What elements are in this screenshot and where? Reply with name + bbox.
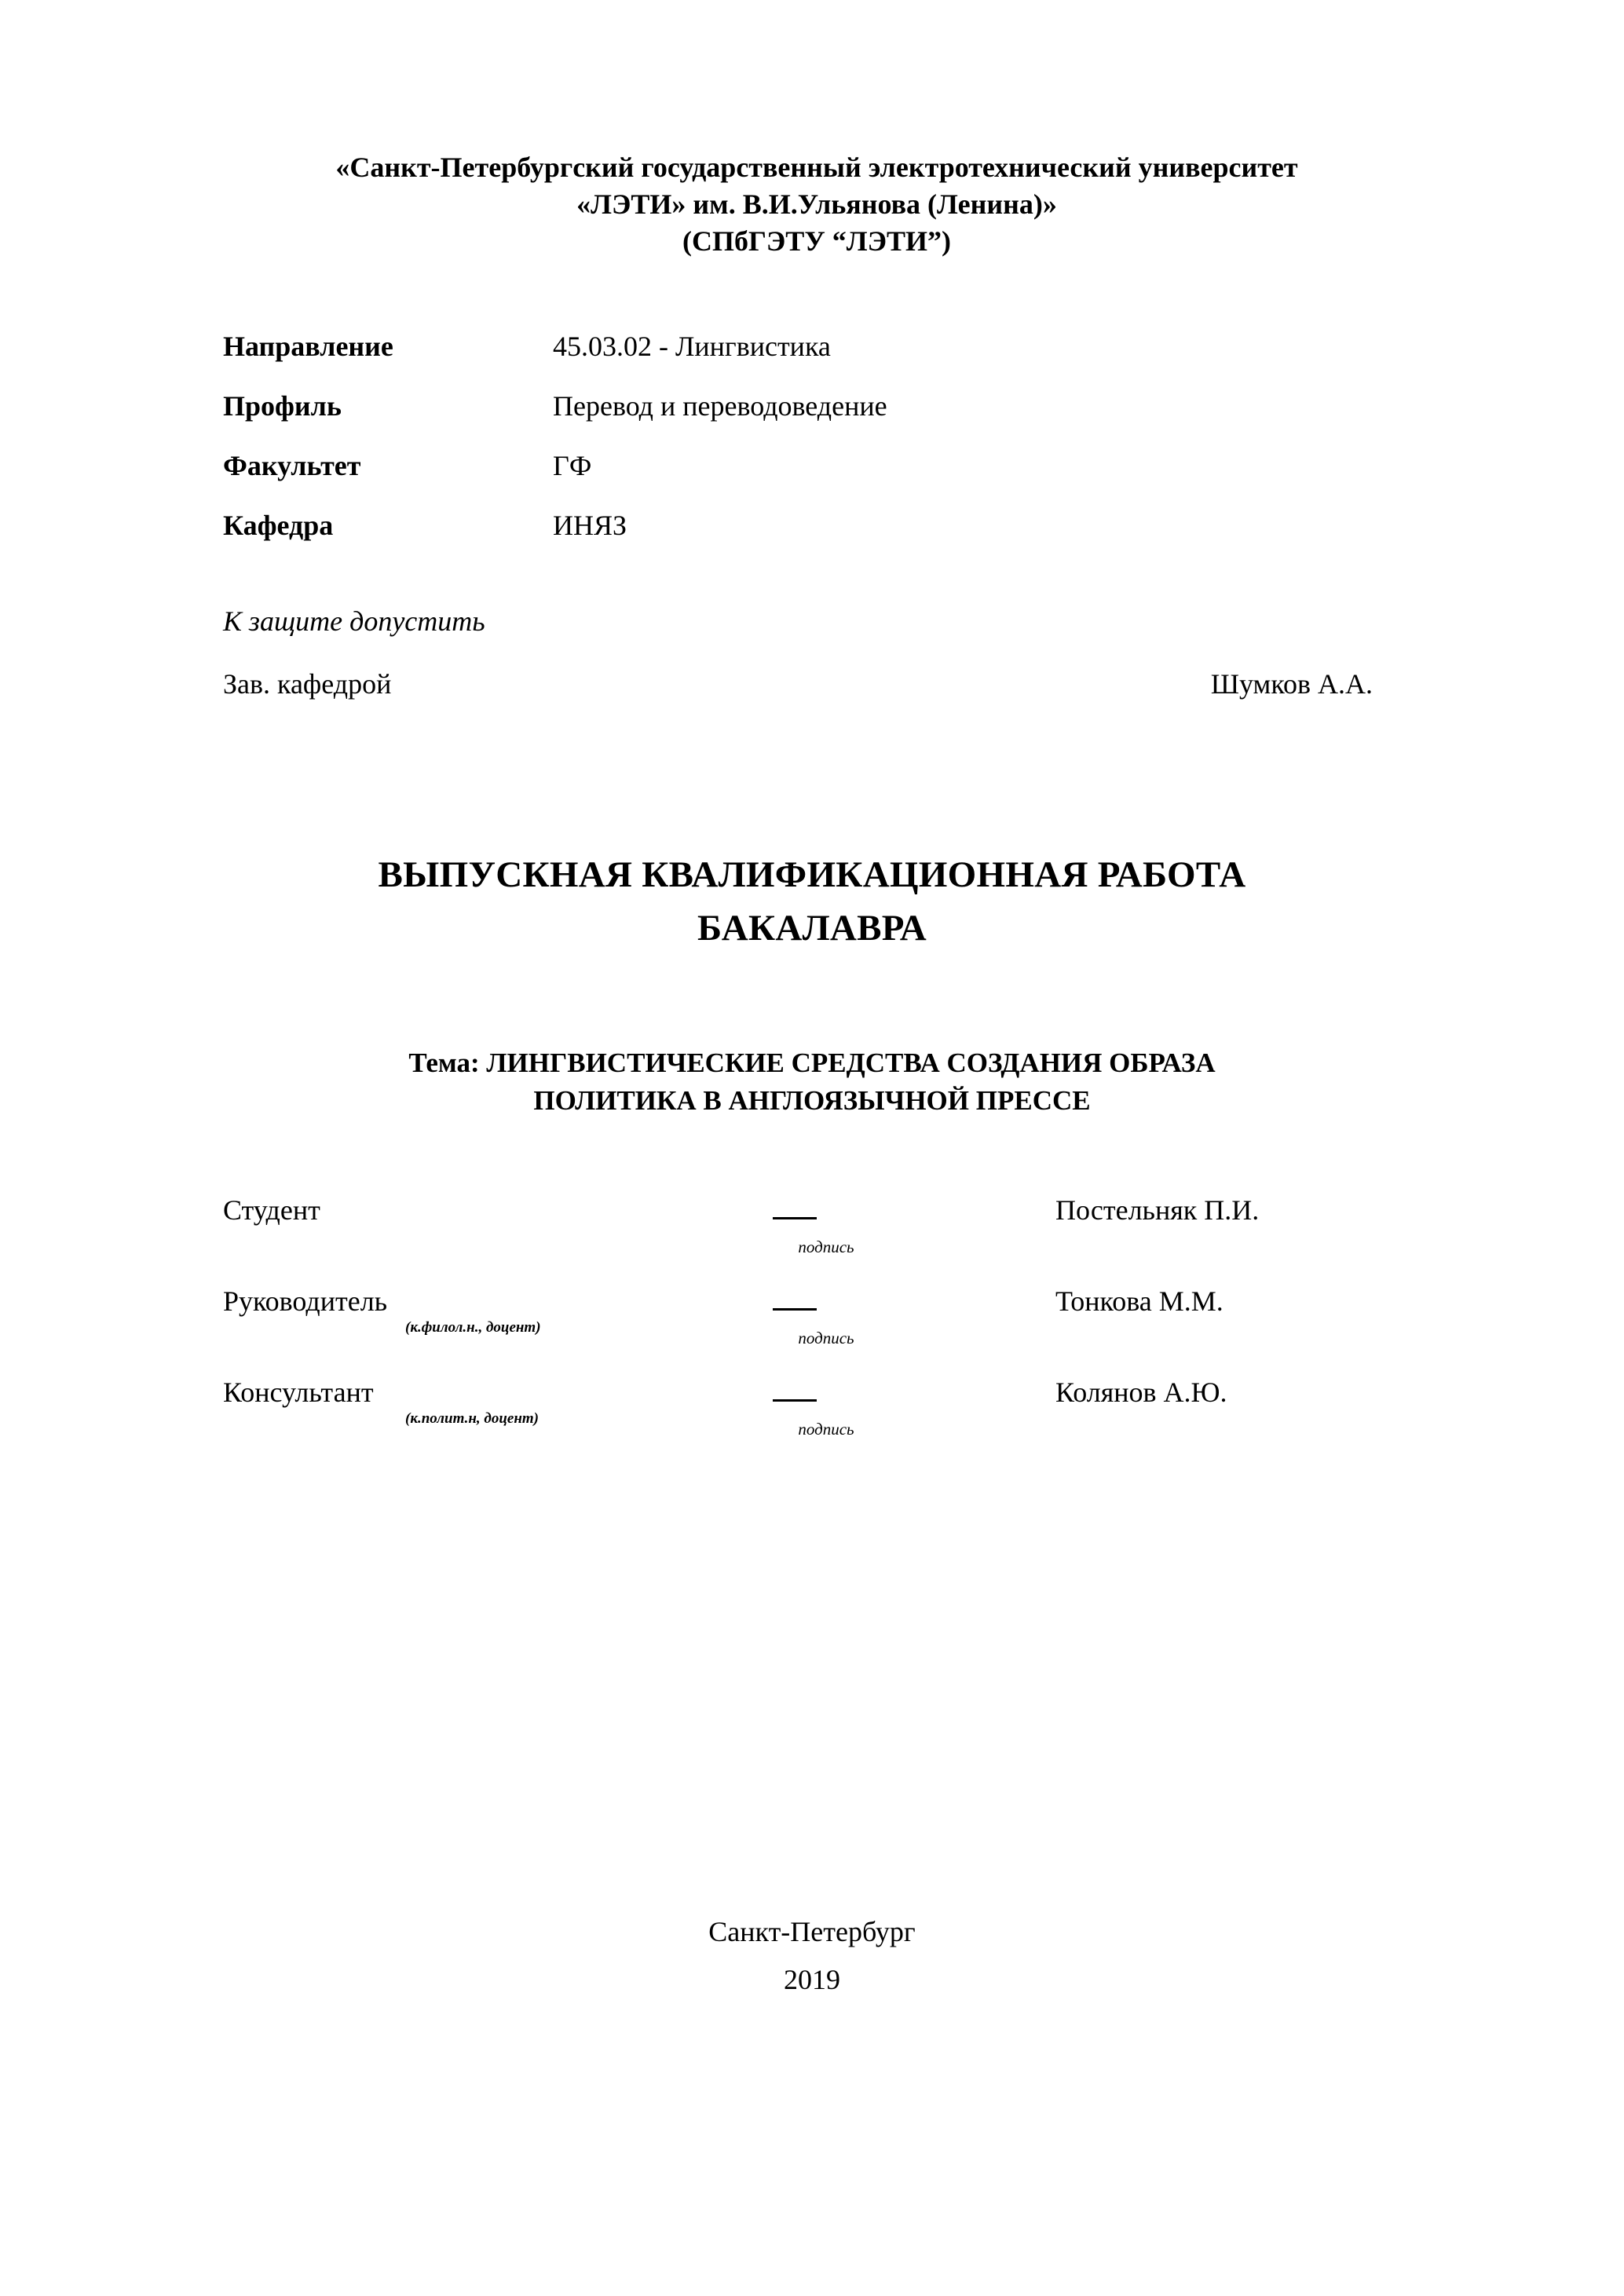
signature-role-supervisor: Руководитель bbox=[223, 1285, 388, 1317]
theme-line-2: ПОЛИТИКА В АНГЛОЯЗЫЧНОЙ ПРЕССЕ bbox=[533, 1085, 1091, 1117]
info-label-faculty: Факультет bbox=[223, 450, 361, 481]
admission-role: Зав. кафедрой bbox=[223, 668, 392, 700]
university-abbreviation: (СПбГЭТУ “ЛЭТИ”) bbox=[682, 225, 951, 257]
signature-block bbox=[223, 1194, 1417, 1467]
page-title bbox=[223, 848, 1401, 955]
page-footer bbox=[223, 1908, 1401, 2004]
admission-name: Шумков А.А. bbox=[1210, 668, 1373, 700]
university-name-line-1: «Санкт-Петербургский государственный электротехнический университет bbox=[335, 152, 1298, 183]
info-row-profile bbox=[223, 389, 1401, 449]
signature-name-consultant: Колянов А.Ю. bbox=[1055, 1377, 1227, 1408]
program-info-block bbox=[223, 330, 1401, 569]
signature-name-student: Постельняк П.И. bbox=[1055, 1194, 1260, 1226]
signature-caption-student: подпись bbox=[798, 1238, 854, 1256]
signature-row-supervisor bbox=[223, 1285, 1417, 1376]
theme-line-1: Тема: ЛИНГВИСТИЧЕСКИЕ СРЕДСТВА СОЗДАНИЯ ОБРАЗА bbox=[408, 1047, 1216, 1078]
admission-row bbox=[223, 667, 1401, 700]
info-value-profile: Перевод и переводоведение bbox=[553, 390, 887, 422]
signature-name-supervisor: Тонкова М.М. bbox=[1055, 1285, 1223, 1317]
info-value-department: ИНЯЗ bbox=[553, 510, 627, 541]
signature-line-supervisor bbox=[773, 1291, 817, 1311]
info-label-direction: Направление bbox=[223, 331, 393, 362]
signature-caption-consultant: подпись bbox=[798, 1420, 854, 1439]
info-value-direction: 45.03.02 - Лингвистика bbox=[553, 331, 831, 362]
university-name-line-2: «ЛЭТИ» им. В.И.Ульянова (Ленина)» bbox=[576, 188, 1057, 220]
main-title-line-2: БАКАЛАВРА bbox=[697, 908, 927, 949]
admission-block bbox=[223, 605, 1401, 700]
info-row-department bbox=[223, 509, 1401, 569]
footer-city: Санкт-Петербург bbox=[708, 1916, 916, 1947]
signature-degree-consultant: (к.полит.н, доцент) bbox=[405, 1410, 540, 1427]
info-label-department: Кафедра bbox=[223, 510, 334, 541]
thesis-theme bbox=[223, 1044, 1401, 1121]
university-header bbox=[220, 149, 1414, 259]
info-row-direction bbox=[223, 330, 1401, 389]
admission-title: К защите допустить bbox=[223, 605, 485, 637]
info-value-faculty: ГФ bbox=[553, 450, 592, 481]
signature-caption-supervisor: подпись bbox=[798, 1329, 854, 1347]
info-row-faculty bbox=[223, 449, 1401, 509]
signature-row-consultant bbox=[223, 1376, 1417, 1467]
signature-role-consultant: Консультант bbox=[223, 1377, 374, 1408]
signature-degree-supervisor: (к.филол.н., доцент) bbox=[405, 1319, 541, 1336]
signature-row-student bbox=[223, 1194, 1417, 1285]
signature-line-consultant bbox=[773, 1382, 817, 1402]
signature-role-student: Студент bbox=[223, 1194, 320, 1226]
footer-year: 2019 bbox=[784, 1964, 840, 1996]
signature-line-student bbox=[773, 1200, 817, 1219]
main-title-line-1: ВЫПУСКНАЯ КВАЛИФИКАЦИОННАЯ РАБОТА bbox=[378, 854, 1246, 895]
info-label-profile: Профиль bbox=[223, 390, 342, 422]
